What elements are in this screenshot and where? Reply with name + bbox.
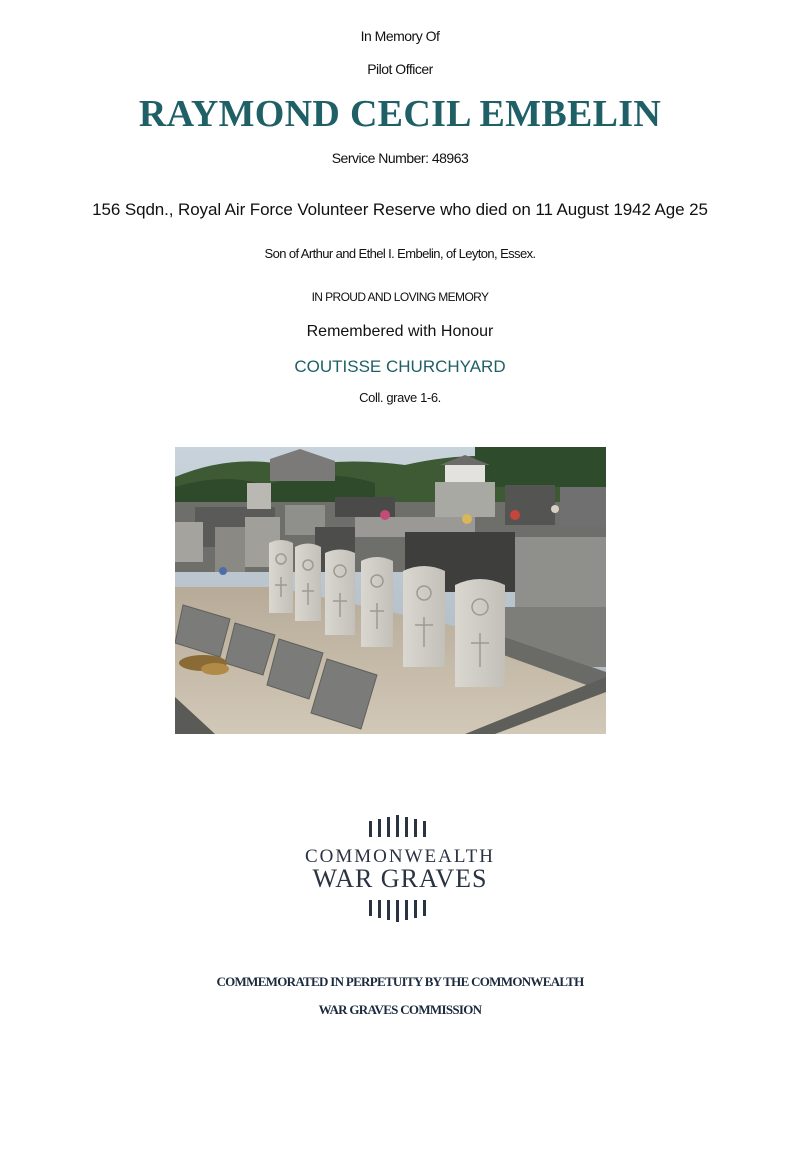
remembered-text: Remembered with Honour	[306, 323, 494, 340]
footer-line-2: WAR GRAVES COMMISSION	[318, 1002, 482, 1017]
logo-line-war-graves: WAR GRAVES	[312, 864, 488, 893]
casualty-name: RAYMOND CECIL EMBELIN	[138, 93, 662, 135]
grave-reference: Coll. grave 1-6.	[359, 390, 441, 405]
intro-text: In Memory Of	[360, 28, 440, 44]
rank-text: Pilot Officer	[367, 61, 433, 77]
parents-text: Son of Arthur and Ethel I. Embelin, of Leyton, Essex.	[264, 246, 536, 261]
footer-line-1: COMMEMORATED IN PERPETUITY BY THE COMMONWEALTH	[216, 974, 584, 989]
logo-pillars-bottom-icon	[367, 900, 433, 922]
churchyard-photo	[175, 447, 606, 734]
service-number: Service Number: 48963	[331, 150, 469, 166]
cemetery-name: COUTISSE CHURCHYARD	[294, 357, 506, 376]
logo-line-commonwealth: COMMONWEALTH	[304, 846, 496, 867]
logo-pillars-top-icon	[367, 815, 433, 837]
inscription-text: IN PROUD AND LOVING MEMORY	[311, 290, 489, 304]
unit-line: 156 Sqdn., Royal Air Force Volunteer Reserve who died on 11 August 1942 Age 25	[92, 200, 708, 219]
